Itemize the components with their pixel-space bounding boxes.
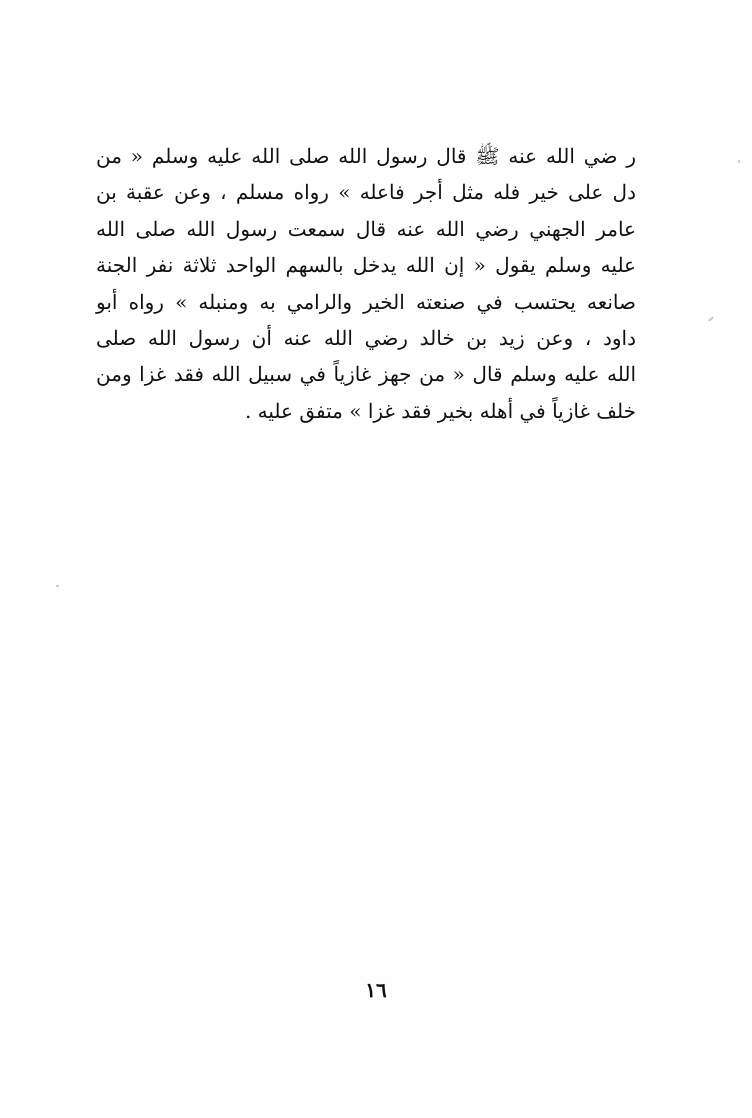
- scan-speck: [738, 160, 740, 163]
- text-line-5: صانعه يحتسب في صنعته الخير والرامي به ومنبله » رواه أبو: [96, 289, 636, 314]
- text-line-7: الله عليه وسلم قال « من جهز غازياً في سبيل الله فقد غزا ومن: [96, 362, 636, 387]
- text-line-6: داود ، وعن زيد بن خالد رضي الله عنه أن رسول الله صلى: [96, 325, 636, 350]
- scan-speck: [708, 316, 714, 321]
- body-text: [96, 138, 636, 429]
- scan-speck: [56, 585, 59, 587]
- text-line-8: خلف غازياً في أهله بخير فقد غزا » متفق عليه .: [244, 398, 636, 423]
- text-line-1: ر ضي الله عنه ﷺ قال رسول الله صلى الله عليه وسلم « من: [96, 144, 636, 168]
- text-line-3: عامر الجهني رضي الله عنه قال سمعت رسول الله صلى الله: [96, 216, 636, 241]
- page-number: ١٦: [365, 978, 387, 1002]
- text-line-4: عليه وسلم يقول « إن الله يدخل بالسهم الواحد ثلاثة نفر الجنة: [96, 253, 636, 278]
- text-line-2: دل على خير فله مثل أجر فاعله » رواه مسلم ، وعن عقبة بن: [96, 180, 636, 205]
